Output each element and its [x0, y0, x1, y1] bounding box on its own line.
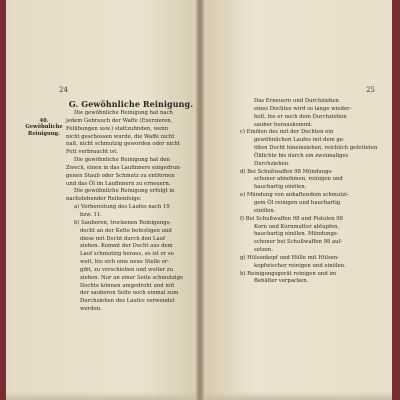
- text-line: hauchartig einölen. Mündungs-: [254, 231, 339, 238]
- text-line: schoner bei Schußwaffen 98 auf-: [254, 239, 343, 246]
- text-line: Fett verbraucht ist.: [66, 149, 119, 156]
- text-line: ziehen. Kommt der Docht aus dem: [80, 243, 173, 250]
- text-line: ziehen. Nur an einer Seite schmutzige: [80, 274, 184, 281]
- book-gutter: [196, 0, 204, 400]
- text-line: b) Sauberen, trockenen Reinigungs-: [74, 219, 172, 226]
- text-line: Lauf schmutzig heraus, so ist er so: [80, 251, 174, 258]
- text-line: holt, bis er noch dem Durchziehen: [254, 113, 347, 120]
- right-page-number: 25: [366, 86, 375, 94]
- text-line: Behälter verpacken.: [254, 278, 309, 285]
- margin-note-number: 40.: [39, 118, 49, 124]
- text-line: gewöhnlichen Laufes mit dem ge-: [254, 137, 345, 144]
- left-page: [6, 0, 196, 400]
- page-edge-shadow: [6, 392, 196, 400]
- text-line: schoner abnehmen, reinigen und: [254, 176, 343, 183]
- text-line: Die gewöhnliche Reinigung erfolgt in: [74, 188, 175, 195]
- text-line: d) Bei Schußwaffen 98 Mündungs-: [240, 168, 333, 175]
- text-line: weit, bis sich eine neue Stelle er-: [80, 259, 170, 266]
- left-page-number: 24: [59, 86, 68, 94]
- text-line: kopfwischer reinigen und einölen.: [254, 262, 346, 269]
- text-line: genen Staub oder Schmutz zu entfernen: [66, 172, 175, 179]
- text-line: Die gewöhnliche Reinigung hat nach: [74, 110, 173, 116]
- text-line: jedem Gebrauch der Waffe (Exerzieren,: [66, 117, 173, 124]
- text-line: gibt, zu verschieben und weiter zu: [80, 266, 174, 273]
- left-page-text: [66, 110, 196, 314]
- text-line: sauber herauskommt.: [254, 121, 313, 128]
- text-line: e) Mündung von anhaftendem schmutzi-: [240, 192, 349, 199]
- text-line: der sauberen Seite noch einmal zum: [80, 290, 179, 297]
- margin-note-line: Gewöhnliche: [25, 124, 63, 131]
- text-line: Die gewöhnliche Reinigung hat den: [74, 157, 170, 164]
- text-line: eines Dochtes wird so lange wieder-: [254, 105, 352, 112]
- text-line: naß, nicht schmutzig geworden oder nicht: [66, 141, 180, 148]
- text-line: Durchziehen des Laufes verwendet: [80, 298, 175, 305]
- text-line: hauchartig einölen.: [254, 184, 307, 191]
- text-line: docht an der Kette befestigen und: [80, 227, 172, 234]
- text-line: Dochte können umgedreht und mit: [80, 282, 175, 289]
- text-line: einölen.: [254, 207, 276, 214]
- section-heading: G. Gewöhnliche Reinigung.: [68, 99, 194, 109]
- text-line: c) Einölen des mit der Dochten ein: [240, 129, 334, 136]
- margin-note: [24, 118, 64, 137]
- page-edge-shadow: [204, 392, 392, 400]
- margin-note-line: Reinigung.: [28, 130, 60, 137]
- text-line: ölten Docht hineinziehen, reichlich gefetteten: [254, 145, 378, 152]
- text-line: bzw. 11.: [80, 211, 102, 218]
- text-line: Öldichte bis durch ein zweimaliges: [254, 152, 349, 159]
- text-line: g) Hülsenkopf und Hülle mit Hülsen-: [240, 254, 340, 261]
- text-line: Zweck, einen in das Laufinnere eingedrun-: [66, 164, 182, 171]
- text-line: Das Erneuern und Durchziehen: [254, 98, 339, 104]
- text-line: und das Öl im Laufinnern zu erneuern.: [66, 180, 171, 187]
- text-line: Korn und Kornmutter abtupfen,: [254, 223, 340, 230]
- text-line: h) Reinigungsgerät reinigen und im: [240, 270, 337, 277]
- text-line: a) Vorbereitung des Laufes nach 19: [74, 204, 170, 211]
- text-line: Durchziehen.: [254, 160, 290, 167]
- text-line: werden.: [80, 306, 102, 313]
- right-page-text: [240, 98, 380, 286]
- text-line: f) Bei Schußwaffen 98 und Pistolen 98: [240, 215, 344, 222]
- right-page: [204, 0, 392, 400]
- text-line: setzen.: [254, 247, 274, 254]
- text-line: Felübungen usw.) stattzufinden, wenn: [66, 125, 169, 132]
- text-line: nicht geschossen wurde, die Waffe nicht: [66, 133, 175, 140]
- text-line: gem Öl reinigen und hauchartig: [254, 199, 341, 206]
- text-line: diese mit Docht durch den Lauf: [80, 235, 165, 242]
- text-line: nachstehender Reihenfolge:: [66, 196, 142, 203]
